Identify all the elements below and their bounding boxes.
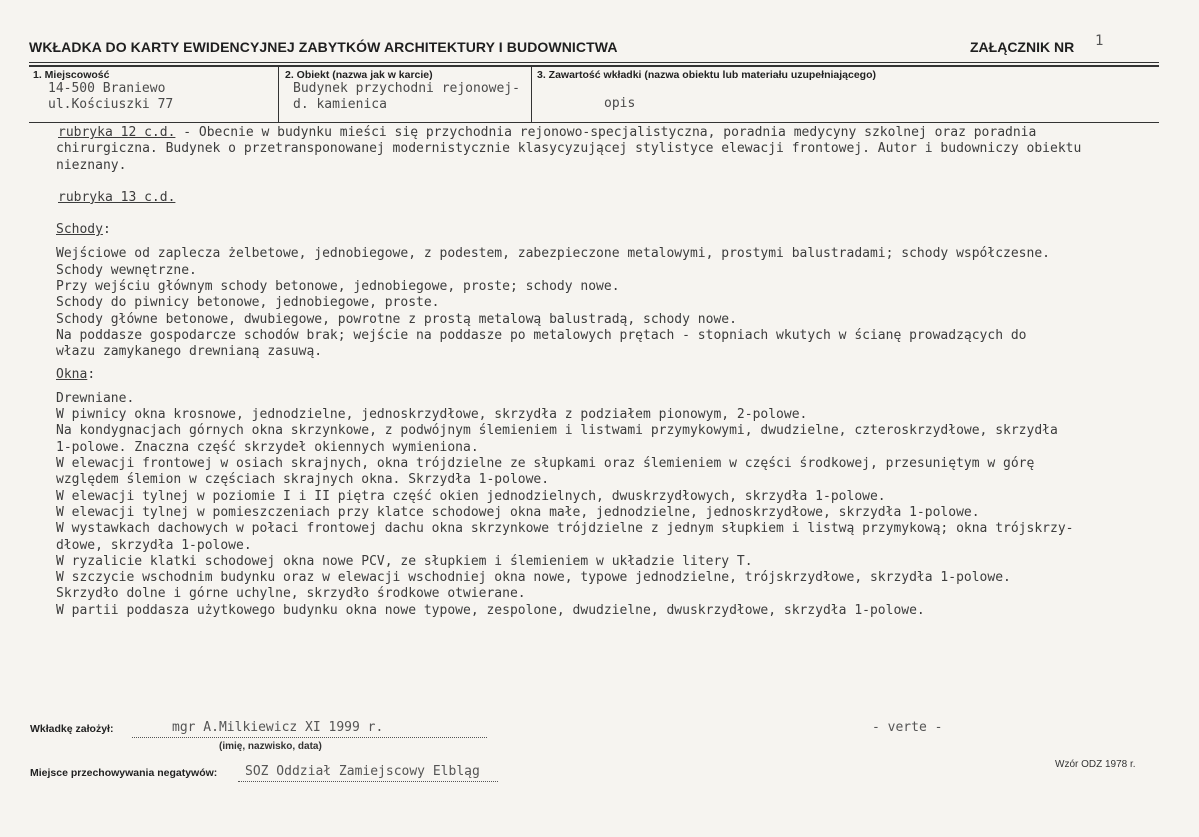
header-rule-thick	[29, 65, 1159, 67]
fields-bottom-rule	[29, 122, 1159, 123]
okna-line: dłowe, skrzydła 1-polowe.	[56, 537, 252, 553]
attachment-label: ZAŁĄCZNIK NR	[970, 39, 1075, 55]
schody-line: Na poddasze gospodarcze schodów brak; wejście na poddasze po metalowych prętach - stopniach wkutych w ścianę prowadzących do	[56, 327, 1027, 343]
object-line2: d. kamienica	[293, 97, 387, 112]
founded-label: Wkładkę założył:	[30, 723, 114, 735]
document-title: WKŁADKA DO KARTY EWIDENCYJNEJ ZABYTKÓW ARCHITEKTURY I BUDOWNICTWA	[29, 39, 618, 55]
founded-hint: (imię, nazwisko, data)	[219, 741, 322, 752]
okna-list	[56, 391, 1168, 619]
founded-dotted-line	[132, 737, 487, 738]
storage-label: Miejsce przechowywania negatywów:	[30, 767, 218, 779]
okna-line: 1-polowe. Znaczna część skrzydeł okiennych wymieniona.	[56, 439, 479, 455]
object-label: 2. Obiekt (nazwa jak w karcie)	[285, 69, 433, 81]
field-divider-2	[531, 65, 532, 123]
okna-line: W szczycie wschodnim budynku oraz w elewacji wschodniej okna nowe, typowe jednodzielne, trójskrzydłowe, skrzydła 1-polowe.	[56, 570, 1011, 586]
object-line1: Budynek przychodni rejonowej-	[293, 81, 520, 96]
okna-line: W elewacji frontowej w osiach skrajnych, okna trójdzielne ze słupkami oraz ślemieniem w części środkowej, przesuniętym w górę	[56, 456, 1035, 472]
content-label: 3. Zawartość wkładki (nazwa obiektu lub materiału uzupełniającego)	[537, 69, 876, 81]
rubryka-12-line: - Obecnie w budynku mieści się przychodnia rejonowo-specjalistyczna, poradnia medycyny szkolnej oraz poradnia	[175, 125, 1037, 140]
locality-label: 1. Miejscowość	[33, 69, 110, 81]
storage-dotted-line	[238, 781, 498, 782]
okna-line: W elewacji tylnej w pomieszczeniach przy klatce schodowej okna małe, jednodzielne, jednoskrzydłowe, skrzydła 1-polowe.	[56, 504, 980, 520]
okna-line: W piwnicy okna krosnowe, jednodzielne, jednoskrzydłowe, skrzydła z podziałem pionowym, 2-polowe.	[56, 407, 808, 423]
schody-line: Wejściowe od zaplecza żelbetowe, jednobiegowe, z podestem, zabezpieczone metalowymi, prostymi balustradami; schody współczesne.	[56, 246, 1050, 262]
okna-line: W ryzalicie klatki schodowej okna nowe PCV, ze słupkiem i ślemieniem w układzie litery T.	[56, 553, 753, 569]
rubryka-12-line: nieznany.	[56, 157, 127, 173]
okna-heading: Okna	[56, 366, 88, 382]
schody-list	[56, 246, 1168, 360]
field-divider-1	[278, 65, 279, 123]
okna-line: Skrzydło dolne i górne uchylne, skrzydło środkowe otwierane.	[56, 586, 526, 602]
okna-line: Na kondygnacjach górnych okna skrzynkowe, z podwójnym ślemieniem i listwami przymykowymi, dwudzielne, czteroskrzydłowe, skrzydła	[56, 423, 1058, 439]
rubryka-12-para	[58, 125, 1168, 141]
attachment-number: 1	[1095, 33, 1104, 49]
okna-line: W elewacji tylnej w poziomie I i II piętra część okien jednodzielnych, dwuskrzydłowych, skrzydła 1-polowe.	[56, 488, 886, 504]
locality-line1: 14-500 Braniewo	[48, 81, 166, 96]
schody-line: Przy wejściu głównym schody betonowe, jednobiegowe, proste; schody nowe.	[56, 279, 620, 295]
verte-text: - verte -	[872, 720, 943, 735]
okna-line: W wystawkach dachowych w połaci frontowej dachu okna skrzynkowe trójdzielne z jednym słupkiem i listwą przymykową; okna trójskrzy-	[56, 521, 1074, 537]
form-model: Wzór ODZ 1978 r.	[1055, 759, 1136, 770]
schody-line: Schody do piwnicy betonowe, jednobiegowe, proste.	[56, 295, 440, 311]
schody-line: Schody główne betonowe, dwubiegowe, powrotne z prostą metalową balustradą, schody nowe.	[56, 311, 737, 327]
spacer	[58, 174, 1168, 190]
rubryka-13-heading: rubryka 13 c.d.	[58, 189, 176, 205]
okna-line: W partii poddasza użytkowego budynku okna nowe typowe, zespolone, dwudzielne, dwuskrzydłowe, skrzydła 1-polowe.	[56, 602, 925, 618]
rubryka-12-line: chirurgiczna. Budynek o przetransponowanej modernistycznie klasycyzującej stylistyce elewacji frontowej. Autor i budowniczy obiektu	[56, 141, 1082, 157]
rubryka-12-heading: rubryka 12 c.d.	[58, 125, 176, 140]
document-body: rubryka 12 c.d. - Obecnie w budynku mieści się przychodnia rejonowo-specjalistyczna, poradnia medycyny szkolnej oraz poradnia chirurgiczna. Budynek o przetransponowanej modernistycznie klasycyzującej stylistyce elewacji frontowej. Autor i budowniczy obiektu nieznany. rubryka 13 c.d. Schody: Wejściowe od zaplecza żelbetowe, jednobiegowe, z podestem, zabezpieczone metalowymi, prostymi balustradami; schody współczesne. Schody wewnętrzne. Przy wejściu głównym schody betonowe, jednobiegowe, proste; schody nowe. Schody do piwnicy betonowe, jednobiegowe, proste. Schody główne betonowe, dwubiegowe, powrotne z prostą metalową balustradą, schody nowe. Na poddasze gospodarcze schodów brak; wejście na poddasze po metalowych prętach - stopniach wkutych w ścianę prowadzących do włazu zamykanego drewnianą zasuwą. Okna: Drewniane. W piwnicy okna krosnowe, jednodzielne, jednoskrzydłowe, skrzydła z podziałem pionowym, 2-polowe. Na kondygnacjach górnych okna skrzynkowe, z podwójnym ślemieniem i listwami przymykowymi, dwudzielne, czteroskrzydłowe, skrzydła 1-polowe. Znaczna część skrzydeł okiennych wymieniona. W elewacji frontowej w osiach skrajnych, okna trójdzielne ze słupkami oraz ślemieniem w części środkowej, przesuniętym w górę względem ślemion w częściach skrajnych okna. Skrzydła 1-polowe. W elewacji tylnej w poziomie I i II piętra część okien jednodzielnych, dwuskrzydłowych, skrzydła 1-polowe. W elewacji tylnej w pomieszczeniach przy klatce schodowej okna małe, jednodzielne, jednoskrzydłowe, skrzydła 1-polowe. W wystawkach dachowych w połaci frontowej dachu okna skrzynkowe trójdzielne z jednym słupkiem i listwą przymykową; okna trójskrzy- dłowe, skrzydła 1-polowe. W ryzalicie klatki schodowej okna nowe PCV, ze słupkiem i ślemieniem w układzie litery T. W szczycie wschodnim budynku oraz w elewacji wschodniej okna nowe, typowe jednodzielne, trójskrzydłowe, skrzydła 1-polowe. Skrzydło dolne i górne uchylne, skrzydło środkowe otwierane. W partii poddasza użytkowego budynku okna nowe typowe, zespolone, dwudzielne, dwuskrzydłowe, skrzydła 1-polowe.	[58, 125, 1168, 619]
locality-line2: ul.Kościuszki 77	[48, 97, 174, 112]
founded-value: mgr A.Milkiewicz XI 1999 r.	[172, 720, 384, 735]
header-rule	[29, 62, 1159, 63]
okna-line: Drewniane.	[56, 390, 135, 406]
spacer	[58, 383, 1168, 391]
okna-line: względem ślemion w częściach skrajnych okna. Skrzydła 1-polowe.	[56, 472, 550, 488]
schody-heading: Schody	[56, 222, 103, 238]
spacer	[58, 238, 1168, 246]
schody-line: włazu zamykanego drewnianą zasuwą.	[56, 344, 323, 360]
content-value: opis	[604, 96, 636, 111]
spacer	[58, 206, 1168, 222]
storage-value: SOZ Oddział Zamiejscowy Elbląg	[245, 764, 480, 779]
schody-line: Schody wewnętrzne.	[56, 262, 197, 278]
